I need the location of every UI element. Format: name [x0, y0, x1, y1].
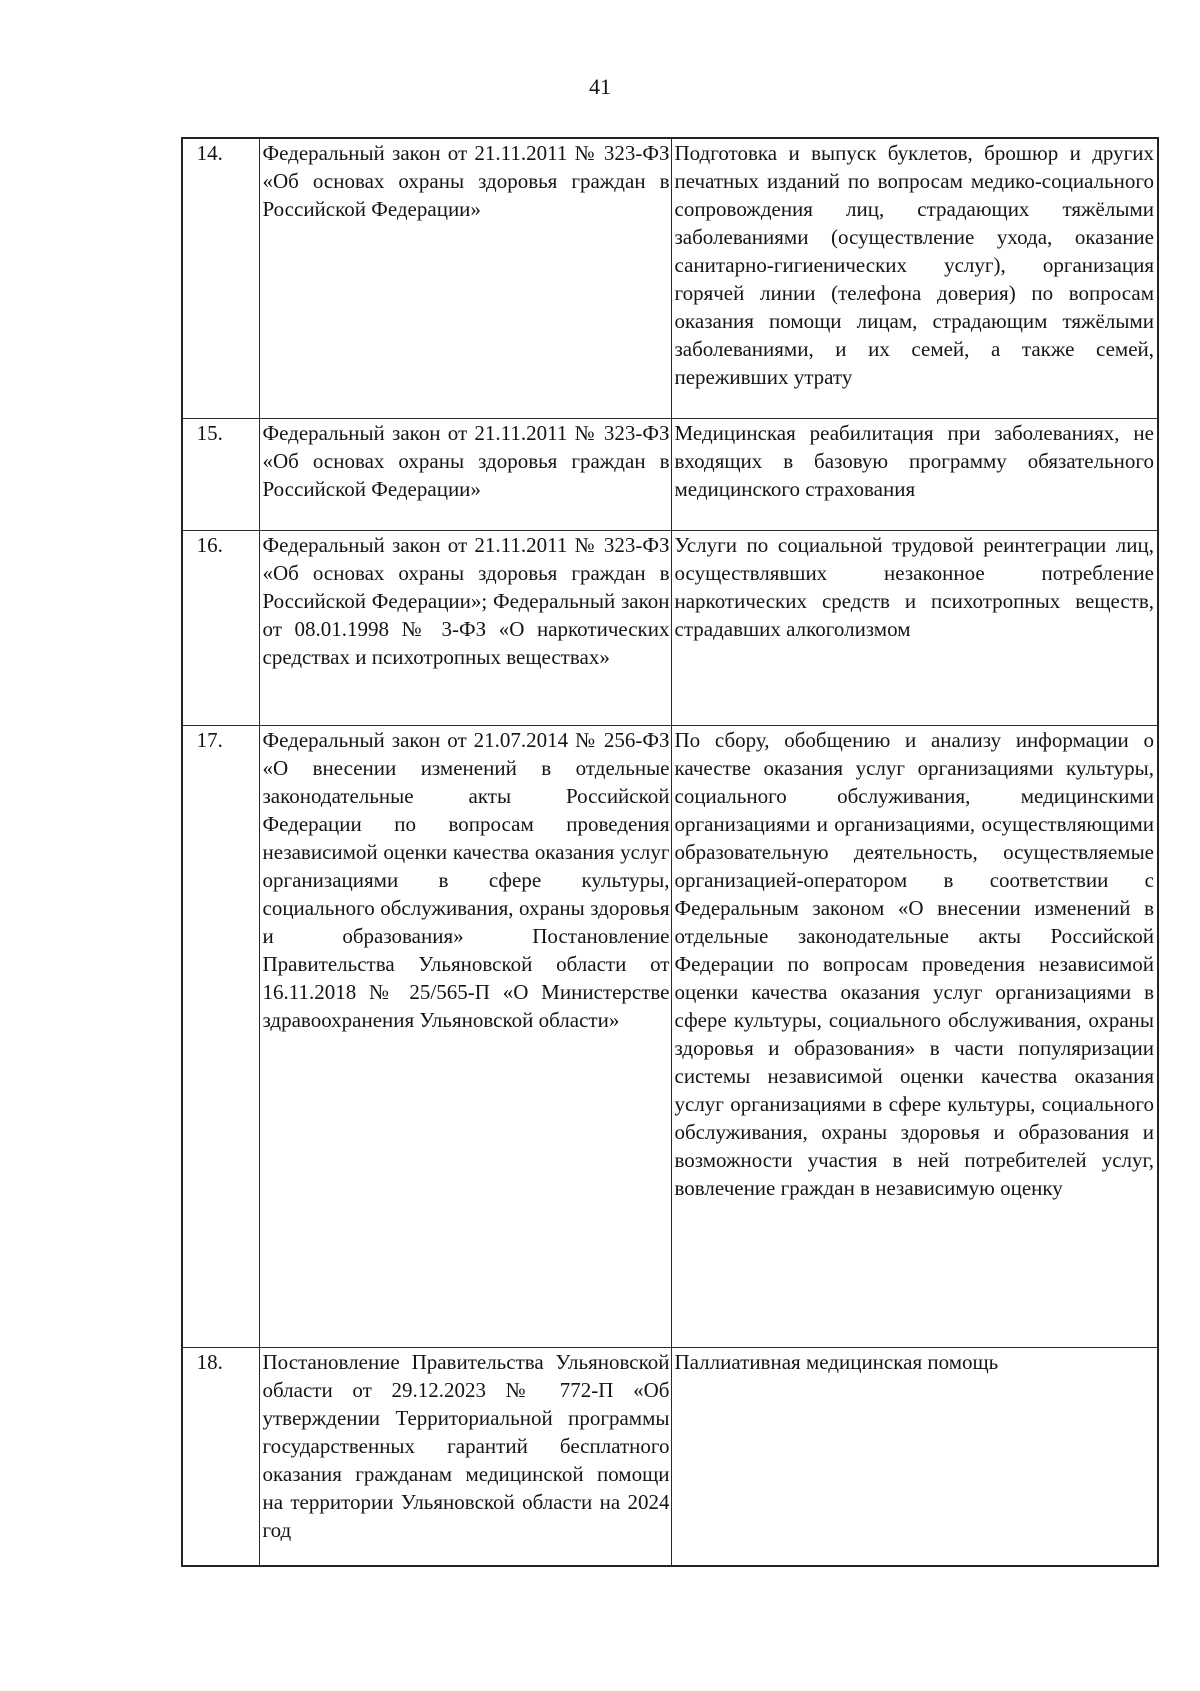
legal-basis-cell: Федеральный закон от 21.11.2011 № 323-ФЗ «Об основах охраны здоровья граждан в Российской Федерации»	[259, 138, 671, 419]
table-row	[182, 138, 1158, 419]
legal-basis-cell: Федеральный закон от 21.07.2014 № 256-ФЗ «О внесении изменений в отдельные законодательные акты Российской Федерации по вопросам проведения независимой оценки качества оказания услуг организациями в сфере культуры, социального обслуживания, охраны здоровья и образования» Постановление Правительства Ульяновской области от 16.11.2018 № 25/565-П «О Министерстве здравоохранения Ульяновской области»	[259, 726, 671, 1348]
row-number-cell	[182, 726, 259, 1348]
table-row	[182, 531, 1158, 726]
activity-cell: Услуги по социальной трудовой реинтеграции лиц, осуществлявших незаконное потребление наркотических средств и психотропных веществ, страдавших алкоголизмом	[671, 531, 1158, 726]
page-number: 41	[589, 74, 611, 99]
row-number: 18.	[196, 1350, 223, 1374]
activity-cell: Медицинская реабилитация при заболеваниях, не входящих в базовую программу обязательного медицинского страхования	[671, 419, 1158, 531]
row-number-cell	[182, 531, 259, 726]
table-row	[182, 1348, 1158, 1567]
legal-basis-cell: Федеральный закон от 21.11.2011 № 323-ФЗ «Об основах охраны здоровья граждан в Российской Федерации»	[259, 419, 671, 531]
measures-table	[181, 137, 1159, 1567]
legal-basis-cell: Федеральный закон от 21.11.2011 № 323-ФЗ «Об основах охраны здоровья граждан в Российской Федерации»; Федеральный закон от 08.01.1998 № 3-ФЗ «О наркотических средствах и психотропных веществах»	[259, 531, 671, 726]
row-number: 16.	[196, 533, 223, 557]
row-number-cell	[182, 419, 259, 531]
table-row	[182, 419, 1158, 531]
row-number: 14.	[196, 141, 223, 165]
legal-basis-cell: Постановление Правительства Ульяновской области от 29.12.2023 № 772-П «Об утверждении Территориальной программы государственных гарантий бесплатного оказания гражданам медицинской помощи на территории Ульяновской области на 2024 год	[259, 1348, 671, 1567]
row-number: 15.	[196, 421, 223, 445]
row-number-cell	[182, 1348, 259, 1567]
row-number: 17.	[196, 728, 223, 752]
activity-cell: Подготовка и выпуск буклетов, брошюр и других печатных изданий по вопросам медико-социального сопровождения лиц, страдающих тяжёлыми заболеваниями (осуществление ухода, оказание санитарно-гигиенических услуг), организация горячей линии (телефона доверия) по вопросам оказания помощи лицам, страдающим тяжёлыми заболеваниями, и их семей, а также семей, переживших утрату	[671, 138, 1158, 419]
table-row	[182, 726, 1158, 1348]
row-number-cell	[182, 138, 259, 419]
activity-cell: Паллиативная медицинская помощь	[671, 1348, 1158, 1567]
activity-cell: По сбору, обобщению и анализу информации о качестве оказания услуг организациями культуры, социального обслуживания, медицинскими организациями и организациями, осуществляющими образовательную деятельность, осуществляемые организацией-оператором в соответствии с Федеральным законом «О внесении изменений в отдельные законодательные акты Российской Федерации по вопросам проведения независимой оценки качества оказания услуг организациями в сфере культуры, социального обслуживания, охраны здоровья и образования» в части популяризации системы независимой оценки качества оказания услуг организациями в сфере культуры, социального обслуживания, охраны здоровья и образования и возможности участия в ней потребителей услуг, вовлечение граждан в независимую оценку	[671, 726, 1158, 1348]
